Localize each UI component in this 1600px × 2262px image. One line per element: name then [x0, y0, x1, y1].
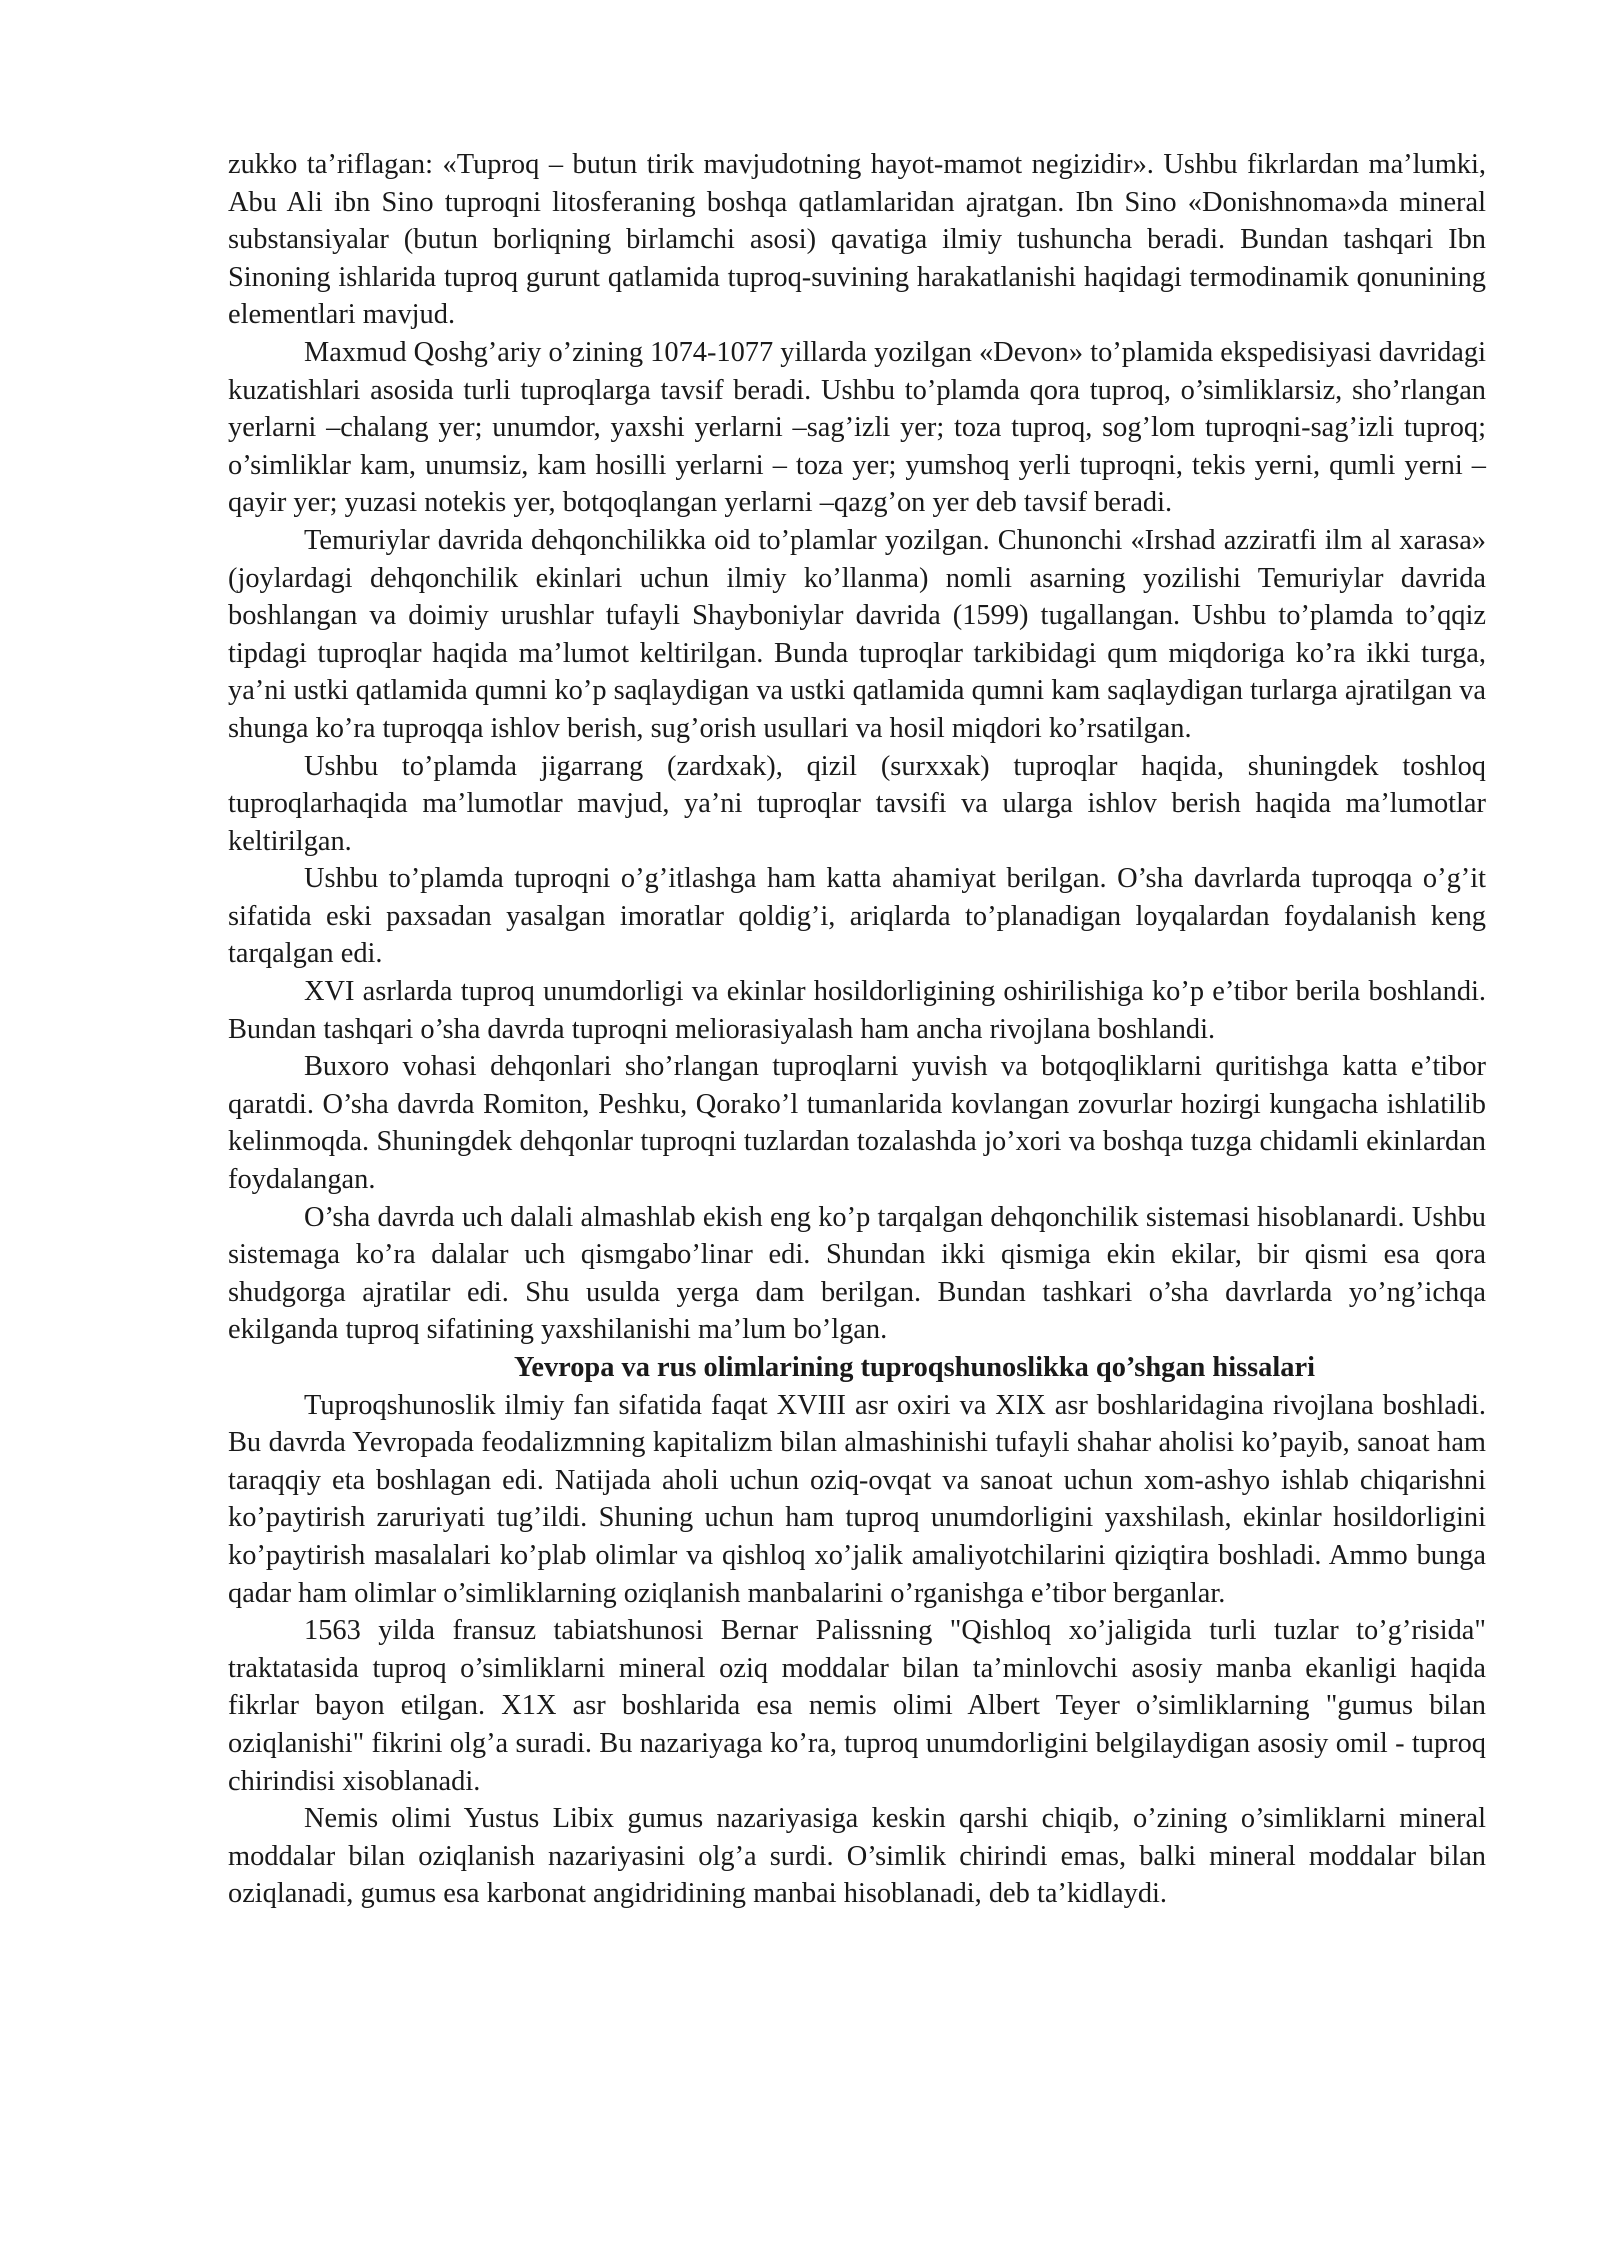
paragraph: 1563 yilda fransuz tabiatshunosi Bernar Palissning "Qishloq xo’jaligida turli tuzlar to’g’risida" traktatasida tuproq o’simliklarni mineral oziq moddalar bilan ta’minlovchi asosiy manba ekanligi haqida fikrlar bayon etilgan. X1X asr boshlarida esa nemis olimi Albert Teyer o’simliklarning "gumus bilan oziqlanishi" fikrini olg’a suradi. Bu nazariyaga ko’ra, tuproq unumdorligini belgilaydigan asosiy omil - tuproq chirindisi xisoblanadi. — [228, 1615, 1486, 1797]
paragraph: Temuriylar davrida dehqonchilikka oid to’plamlar yozilgan. Chunonchi «Irshad azziratfi ilm al xarasa» (joylardagi dehqonchilik ekinlari uchun ilmiy ko’llanma) nomli asarning yozilishi Temuriylar davrida boshlangan va doimiy urushlar tufayli Shayboniylar davrida (1599) tugallangan. Ushbu to’plamda to’qqiz tipdagi tuproqlar haqida ma’lumot keltirilgan. Bunda tuproqlar tarkibidagi qum miqdoriga ko’ra ikki turga, ya’ni ustki qatlamida qumni ko’p saqlaydigan va ustki qatlamida qumni kam saqlaydigan turlarga ajratilgan va shunga ko’ra tuproqqa ishlov berish, sug’orish usullari va hosil miqdori ko’rsatilgan. — [228, 524, 1486, 744]
section-heading: Yevropa va rus olimlarining tuproqshunoslikka qo’shgan hissalari — [514, 1352, 1315, 1383]
document-page — [228, 146, 1486, 1913]
paragraph: Maxmud Qoshg’ariy o’zining 1074-1077 yillarda yozilgan «Devon» to’plamida ekspedisiyasi davridagi kuzatishlari asosida turli tuproqlarga tavsif beradi. Ushbu to’plamda qora tuproq, o’simliklarsiz, sho’rlangan yerlarni –chalang yer; unumdor, yaxshi yerlarni –sag’izli yer; toza tuproq, sog’lom tuproqni-sag’izli tuproq; o’simliklar kam, unumsiz, kam hosilli yerlarni – toza yer; yumshoq yerli tuproqni, tekis yerni, qumli yerni –qayir yer; yuzasi notekis yer, botqoqlangan yerlarni –qazg’on yer deb tavsif beradi. — [228, 336, 1486, 519]
paragraph: Ushbu to’plamda tuproqni o’g’itlashga ham katta ahamiyat berilgan. O’sha davrlarda tuproqqa o’g’it sifatida eski paxsadan yasalgan imoratlar qoldig’i, ariqlarda to’planadigan loyqalardan foydalanish keng tarqalgan edi. — [228, 863, 1486, 970]
paragraph: zukko ta’riflagan: «Tuproq – butun tirik mavjudotning hayot-mamot negizidir». Ushbu fikrlardan ma’lumki, Abu Ali ibn Sino tuproqni litosferaning boshqa qatlamlaridan ajratgan. Ibn Sino «Donishnoma»da mineral substansiyalar (butun borliqning birlamchi asosi) qavatiga ilmiy tushuncha beradi. Bundan tashqari Ibn Sinoning ishlarida tuproq gurunt qatlamida tuproq-suvining harakatlanishi haqidagi termodinamik qonunining elementlari mavjud. — [228, 149, 1486, 331]
paragraph: Buxoro vohasi dehqonlari sho’rlangan tuproqlarni yuvish va botqoqliklarni quritishga katta e’tibor qaratdi. O’sha davrda Romiton, Peshku, Qorako’l tumanlarida kovlangan zovurlar hozirgi kungacha ishlatilib kelinmoqda. Shuningdek dehqonlar tuproqni tuzlardan tozalashda jo’xori va boshqa tuzga chidamli ekinlardan foydalangan. — [228, 1051, 1486, 1196]
paragraph: XVI asrlarda tuproq unumdorligi va ekinlar hosildorligining oshirilishiga ko’p e’tibor berila boshlandi. Bundan tashqari o’sha davrda tuproqni meliorasiyalash ham ancha rivojlana boshlandi. — [228, 976, 1486, 1045]
paragraph: Nemis olimi Yustus Libix gumus nazariyasiga keskin qarshi chiqib, o’zining o’simliklarni mineral moddalar bilan oziqlanish nazariyasini olg’a surdi. O’simlik chirindi emas, balki mineral moddalar bilan oziqlanadi, gumus esa karbonat angidridining manbai hisoblanadi, deb ta’kidlaydi. — [228, 1803, 1486, 1910]
paragraph: Ushbu to’plamda jigarrang (zardxak), qizil (surxxak) tuproqlar haqida, shuningdek toshloq tuproqlarhaqida ma’lumotlar mavjud, ya’ni tuproqlar tavsifi va ularga ishlov berish haqida ma’lumotlar keltirilgan. — [228, 750, 1486, 857]
paragraph: O’sha davrda uch dalali almashlab ekish eng ko’p tarqalgan dehqonchilik sistemasi hisoblanardi. Ushbu sistemaga ko’ra dalalar uch qismgabo’linar edi. Shundan ikki qismiga ekin ekilar, bir qismi esa qora shudgorga ajratilar edi. Shu usulda yerga dam berilgan. Bundan tashkari o’sha davrlarda yo’ng’ichqa ekilganda tuproq sifatining yaxshilanishi ma’lum bo’lgan. — [228, 1201, 1486, 1346]
paragraph: Tuproqshunoslik ilmiy fan sifatida faqat XVIII asr oxiri va XIX asr boshlaridagina rivojlana boshladi. Bu davrda Yevropada feodalizmning kapitalizm bilan almashinishi tufayli shahar aholisi ko’payib, sanoat ham taraqqiy eta boshlagan edi. Natijada aholi uchun oziq-ovqat va sanoat uchun xom-ashyo ishlab chiqarishni ko’paytirish zaruriyati tug’ildi. Shuning uchun ham tuproq unumdorligini yaxshilash, ekinlar hosildorligini ko’paytirish masalalari ko’plab olimlar va qishloq xo’jalik amaliyotchilarini qiziqtira boshladi. Ammo bunga qadar ham olimlar o’simliklarning oziqlanish manbalarini o’rganishga e’tibor berganlar. — [228, 1389, 1486, 1609]
